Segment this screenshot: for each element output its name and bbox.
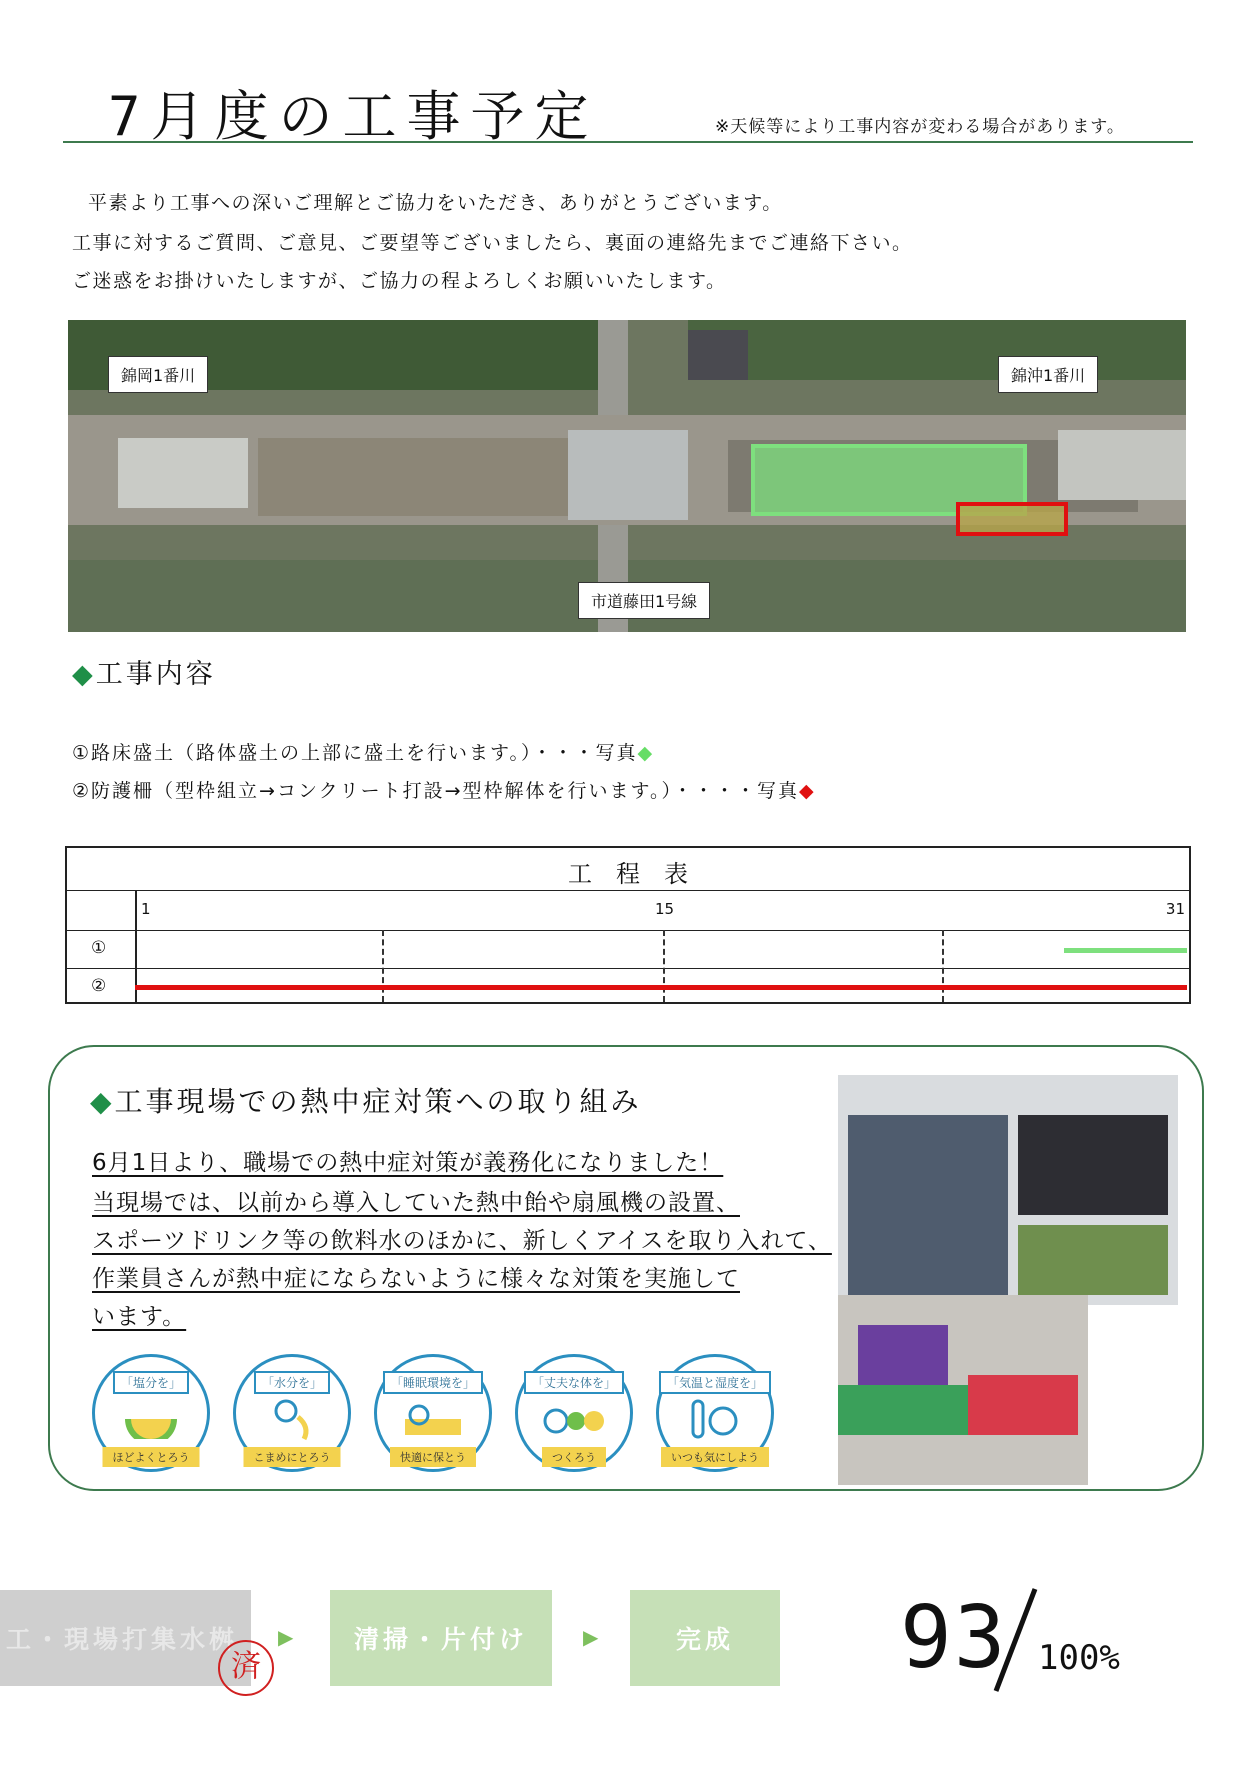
tip-badge-title: 「水分を」	[254, 1371, 330, 1394]
intro-line-1: 平素より工事への深いご理解とご協力をいただき、ありがとうございます。	[88, 192, 783, 214]
schedule-title: 工 程 表	[568, 860, 688, 888]
tip-badge-caption: つくろう	[542, 1447, 606, 1467]
work-item-1-text: ①路床盛土（路体盛土の上部に盛土を行います。）・・・写真	[72, 742, 638, 764]
step-complete: 完成	[630, 1590, 780, 1686]
row-label-1: ①	[91, 938, 107, 958]
tip-badge-body	[515, 1354, 633, 1472]
arrow-icon: ▶	[278, 1625, 294, 1649]
heat-line-3: スポーツドリンク等の飲料水のほかに、新しくアイスを取り入れて、	[92, 1228, 832, 1254]
schedule-divider-2	[67, 930, 1189, 931]
fridge-photos	[838, 1075, 1178, 1485]
label-nishioka-river: 錦岡1番川	[108, 356, 208, 393]
thermometer-gauge-icon	[691, 1399, 739, 1441]
title-divider	[63, 141, 1193, 143]
diamond-icon: ◆	[90, 1085, 115, 1118]
tip-badge-water	[233, 1354, 351, 1472]
schedule-bar-roadbed	[1064, 948, 1187, 953]
schedule-divider-1	[67, 890, 1189, 891]
intro-line-2: 工事に対するご質問、ご意見、ご要望等ございましたら、裏面の連絡先までご連絡下さい。	[72, 232, 913, 254]
green-diamond-icon: ◆	[637, 742, 655, 764]
schedule-gridline	[382, 930, 384, 1002]
step-catch-basin: 工・現場打集水桝	[0, 1590, 251, 1686]
tip-badge-title: 「塩分を」	[113, 1371, 189, 1394]
page-title: 7月度の工事予定	[108, 85, 599, 148]
sleeping-person-icon	[403, 1401, 463, 1439]
done-stamp: 済	[218, 1640, 274, 1696]
schedule-divider-3	[67, 968, 1189, 969]
tip-badge-title: 「気温と湿度を」	[659, 1371, 771, 1394]
weather-note: ※天候等により工事内容が変わる場合があります。	[715, 117, 1125, 137]
label-city-road: 市道藤田1号線	[578, 582, 710, 619]
heat-heading	[90, 1080, 642, 1120]
heat-line-5: います。	[92, 1304, 187, 1330]
watermelon-icon	[123, 1399, 179, 1439]
progress-percent: 93	[900, 1588, 1008, 1688]
work-item-2-text: ②防護柵（型枠組立→コンクリート打設→型枠解体を行います。）・・・・写真	[72, 780, 799, 802]
tip-badge-caption: こまめにとろう	[244, 1447, 341, 1467]
heat-line-4: 作業員さんが熱中症にならないように様々な対策を実施して	[92, 1266, 740, 1292]
schedule-gridline	[663, 930, 665, 1002]
schedule-gridline	[942, 930, 944, 1002]
drinking-person-icon	[268, 1397, 316, 1441]
red-diamond-icon: ◆	[798, 780, 816, 802]
heat-line-1: 6月1日より、職場での熱中症対策が義務化になりました！	[92, 1150, 724, 1176]
row-label-2: ②	[91, 976, 107, 996]
schedule-table	[65, 846, 1191, 1004]
tip-badge-caption: 快適に保とう	[390, 1447, 476, 1467]
tip-badge-sleep	[374, 1354, 492, 1472]
label-nishioki-river: 錦沖1番川	[998, 356, 1098, 393]
arrow-icon: ▶	[583, 1625, 599, 1649]
work-heading-text: 工事内容	[95, 659, 216, 690]
step-cleanup: 清掃・片付け	[330, 1590, 552, 1686]
tip-badge-title: 「丈夫な体を」	[524, 1371, 624, 1394]
intro-line-3: ご迷惑をお掛けいたしますが、ご協力の程よろしくお願いいたします。	[72, 270, 727, 292]
aerial-site-photo	[68, 320, 1186, 632]
diamond-icon: ◆	[72, 659, 96, 690]
tip-badge-temperature	[656, 1354, 774, 1472]
tip-badge-salt	[92, 1354, 210, 1472]
heat-line-2: 当現場では、以前から導入していた熱中飴や扇風機の設置、	[92, 1190, 740, 1216]
tip-badge-caption: いつも気にしよう	[661, 1447, 769, 1467]
day-end: 31	[1165, 900, 1185, 918]
tip-badge-caption: ほどよくとろう	[103, 1447, 200, 1467]
meal-icon	[542, 1403, 606, 1439]
tip-badge-title: 「睡眠環境を」	[383, 1371, 483, 1394]
schedule-bar-guardrail	[135, 985, 1187, 990]
work-item-2	[72, 776, 816, 803]
day-start: 1	[141, 900, 151, 918]
progress-total: 100%	[1038, 1638, 1120, 1678]
day-mid: 15	[655, 900, 675, 918]
work-heading	[72, 652, 216, 691]
work-item-1	[72, 738, 654, 765]
heat-heading-text: 工事現場での熱中症対策への取り組み	[114, 1085, 642, 1118]
slash-icon	[990, 1585, 1040, 1695]
